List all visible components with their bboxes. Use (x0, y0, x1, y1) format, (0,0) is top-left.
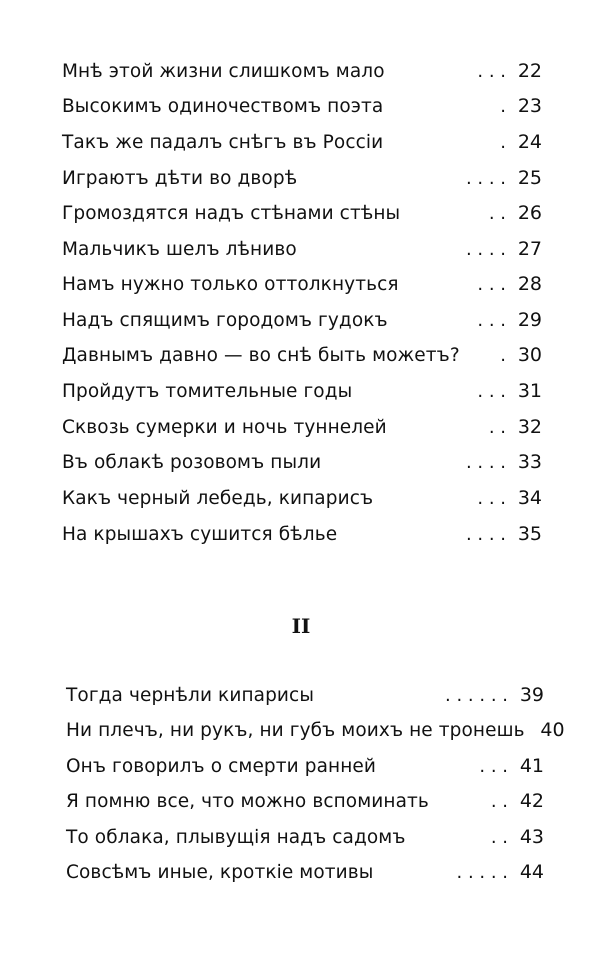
toc-dot-leader: . . . (477, 60, 506, 82)
toc-entry-title: Играютъ дѣти во дворѣ (62, 167, 298, 189)
toc-entry (66, 751, 544, 781)
toc-entry (62, 91, 542, 121)
toc-page-number: 34 (517, 487, 542, 509)
toc-page-number: 44 (519, 861, 544, 883)
toc-dot-leader: . (500, 95, 506, 117)
toc-page-number: 32 (517, 416, 542, 438)
toc-entry-title: Надъ спящимъ городомъ гудокъ (62, 309, 388, 331)
toc-dot-leader: . . . (479, 755, 508, 777)
toc-entry-title: На крышахъ сушится бѣлье (62, 523, 338, 545)
toc-dot-leader: . . . . (465, 451, 506, 473)
toc-page-number: 39 (519, 684, 544, 706)
toc-entry-title: Намъ нужно только оттолкнуться (62, 273, 399, 295)
toc-page-number: 29 (517, 309, 542, 331)
toc-entry-title: Онъ говорилъ о смерти ранней (66, 755, 377, 777)
toc-entry-title: Ни плечъ, ни рукъ, ни губъ моихъ не тронешь (66, 719, 525, 741)
toc-entry (66, 857, 544, 887)
section-heading: II (291, 614, 311, 638)
toc-entry (62, 56, 542, 86)
toc-entry (62, 305, 542, 335)
toc-entry (66, 680, 544, 710)
toc-entry (62, 163, 542, 193)
toc-entry (62, 234, 542, 264)
toc-entry-title: Высокимъ одиночествомъ поэта (62, 95, 384, 117)
toc-dot-leader: . . . (477, 309, 506, 331)
toc-entry-title: Пройдутъ томительные годы (62, 380, 353, 402)
toc-entry (62, 447, 542, 477)
toc-dot-leader: . . (488, 416, 506, 438)
toc-dot-leader: . (500, 344, 506, 366)
toc-page-number: 27 (517, 238, 542, 260)
toc-entry-title: Сквозь сумерки и ночь туннелей (62, 416, 387, 438)
toc-entry-title: Какъ черный лебедь, кипарисъ (62, 487, 374, 509)
toc-entry (62, 412, 542, 442)
toc-dot-leader: . . . (477, 273, 506, 295)
toc-dot-leader: . . . . . (456, 861, 508, 883)
toc-page-number: 23 (517, 95, 542, 117)
toc-page-number: 30 (517, 344, 542, 366)
toc-entry-title: То облака, плывущія надъ садомъ (66, 826, 406, 848)
toc-dot-leader: . . . . (465, 238, 506, 260)
toc-entry (62, 483, 542, 513)
toc-entry (62, 340, 542, 370)
toc-entry (66, 786, 544, 816)
toc-entry-title: Мальчикъ шелъ лѣниво (62, 238, 297, 260)
toc-entry (62, 519, 542, 549)
toc-page-number: 28 (517, 273, 542, 295)
toc-page-number: 41 (519, 755, 544, 777)
toc-dot-leader: . . . . . . (445, 684, 508, 706)
toc-entry-title: Въ облакѣ розовомъ пыли (62, 451, 322, 473)
toc-page-number: 43 (519, 826, 544, 848)
toc-entry-title: Громоздятся надъ стѣнами стѣны (62, 202, 401, 224)
toc-entry (62, 269, 542, 299)
toc-dot-leader: . . . (477, 380, 506, 402)
toc-entry-title: Такъ же падалъ снѣгъ въ Россіи (62, 131, 384, 153)
toc-page-number: 22 (517, 60, 542, 82)
toc-page-number: 42 (519, 790, 544, 812)
toc-entry (66, 715, 565, 745)
toc-entry (62, 127, 542, 157)
toc-entry (62, 376, 542, 406)
toc-page-number: 33 (517, 451, 542, 473)
toc-dot-leader: . . . . (465, 167, 506, 189)
toc-page-number: 35 (517, 523, 542, 545)
toc-page-number: 26 (517, 202, 542, 224)
toc-entry-title: Давнымъ давно — во снѣ быть можетъ? (62, 344, 460, 366)
toc-dot-leader: . . . (477, 487, 506, 509)
toc-entry-title: Мнѣ этой жизни слишкомъ мало (62, 60, 385, 82)
toc-page-number: 40 (540, 719, 565, 741)
toc-page-number: 31 (517, 380, 542, 402)
toc-page-number: 25 (517, 167, 542, 189)
toc-dot-leader: . . (490, 790, 508, 812)
toc-page-number: 24 (517, 131, 542, 153)
toc-entry (62, 198, 542, 228)
toc-entry-title: Я помню все, что можно вспоминать (66, 790, 429, 812)
toc-dot-leader: . (500, 131, 506, 153)
toc-dot-leader: . . . . (465, 523, 506, 545)
toc-entry (66, 822, 544, 852)
toc-dot-leader: . . (488, 202, 506, 224)
toc-entry-title: Совсѣмъ иные, кроткіе мотивы (66, 861, 374, 883)
toc-dot-leader: . . (490, 826, 508, 848)
toc-entry-title: Тогда чернѣли кипарисы (66, 684, 315, 706)
